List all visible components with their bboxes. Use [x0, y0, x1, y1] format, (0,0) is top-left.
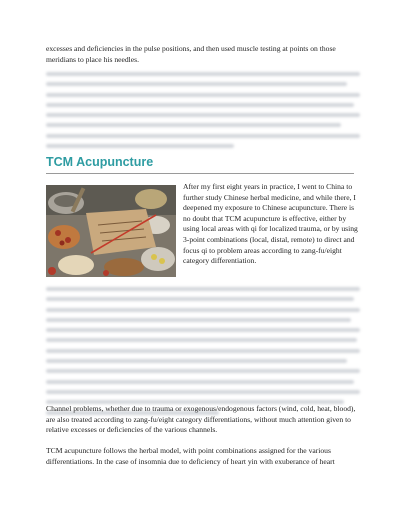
- tcm-model-paragraph: TCM acupuncture follows the herbal model, with point combinations assigned for the various differentiations. In the case of insomnia due to deficiency of heart yin with exuberance of heart: [46, 446, 335, 466]
- herbs-photo: [46, 185, 176, 277]
- blurred-paragraph-1: [46, 72, 360, 154]
- blurred-paragraph-2: [46, 287, 360, 421]
- intro-paragraph: excesses and deficiencies in the pulse positions, and then used muscle testing at points on those meridians to place his needles.: [46, 44, 336, 64]
- channel-paragraph: Channel problems, whether due to trauma or exogenous/endogenous factors (wind, cold, heat, blood), are also treated according to zang-fu/eight category differentiations, without much attention given to relative excesses or deficiencies of the various channels.: [46, 404, 356, 435]
- intro-acupuncture-paragraph: After my first eight years in practice, I went to China to further study Chinese herbal medicine, and while there, I deepened my exposure to Chinese acupuncture. There is no doubt that TCM acupuncture is effective, either by using local areas with qi for localized trauma, or by using 3-point combinations (local, distal, remote) to direct and focus qi to problem areas according to zang-fu/eight category differentiation.: [183, 182, 358, 266]
- section-heading: TCM Acupuncture: [46, 155, 354, 174]
